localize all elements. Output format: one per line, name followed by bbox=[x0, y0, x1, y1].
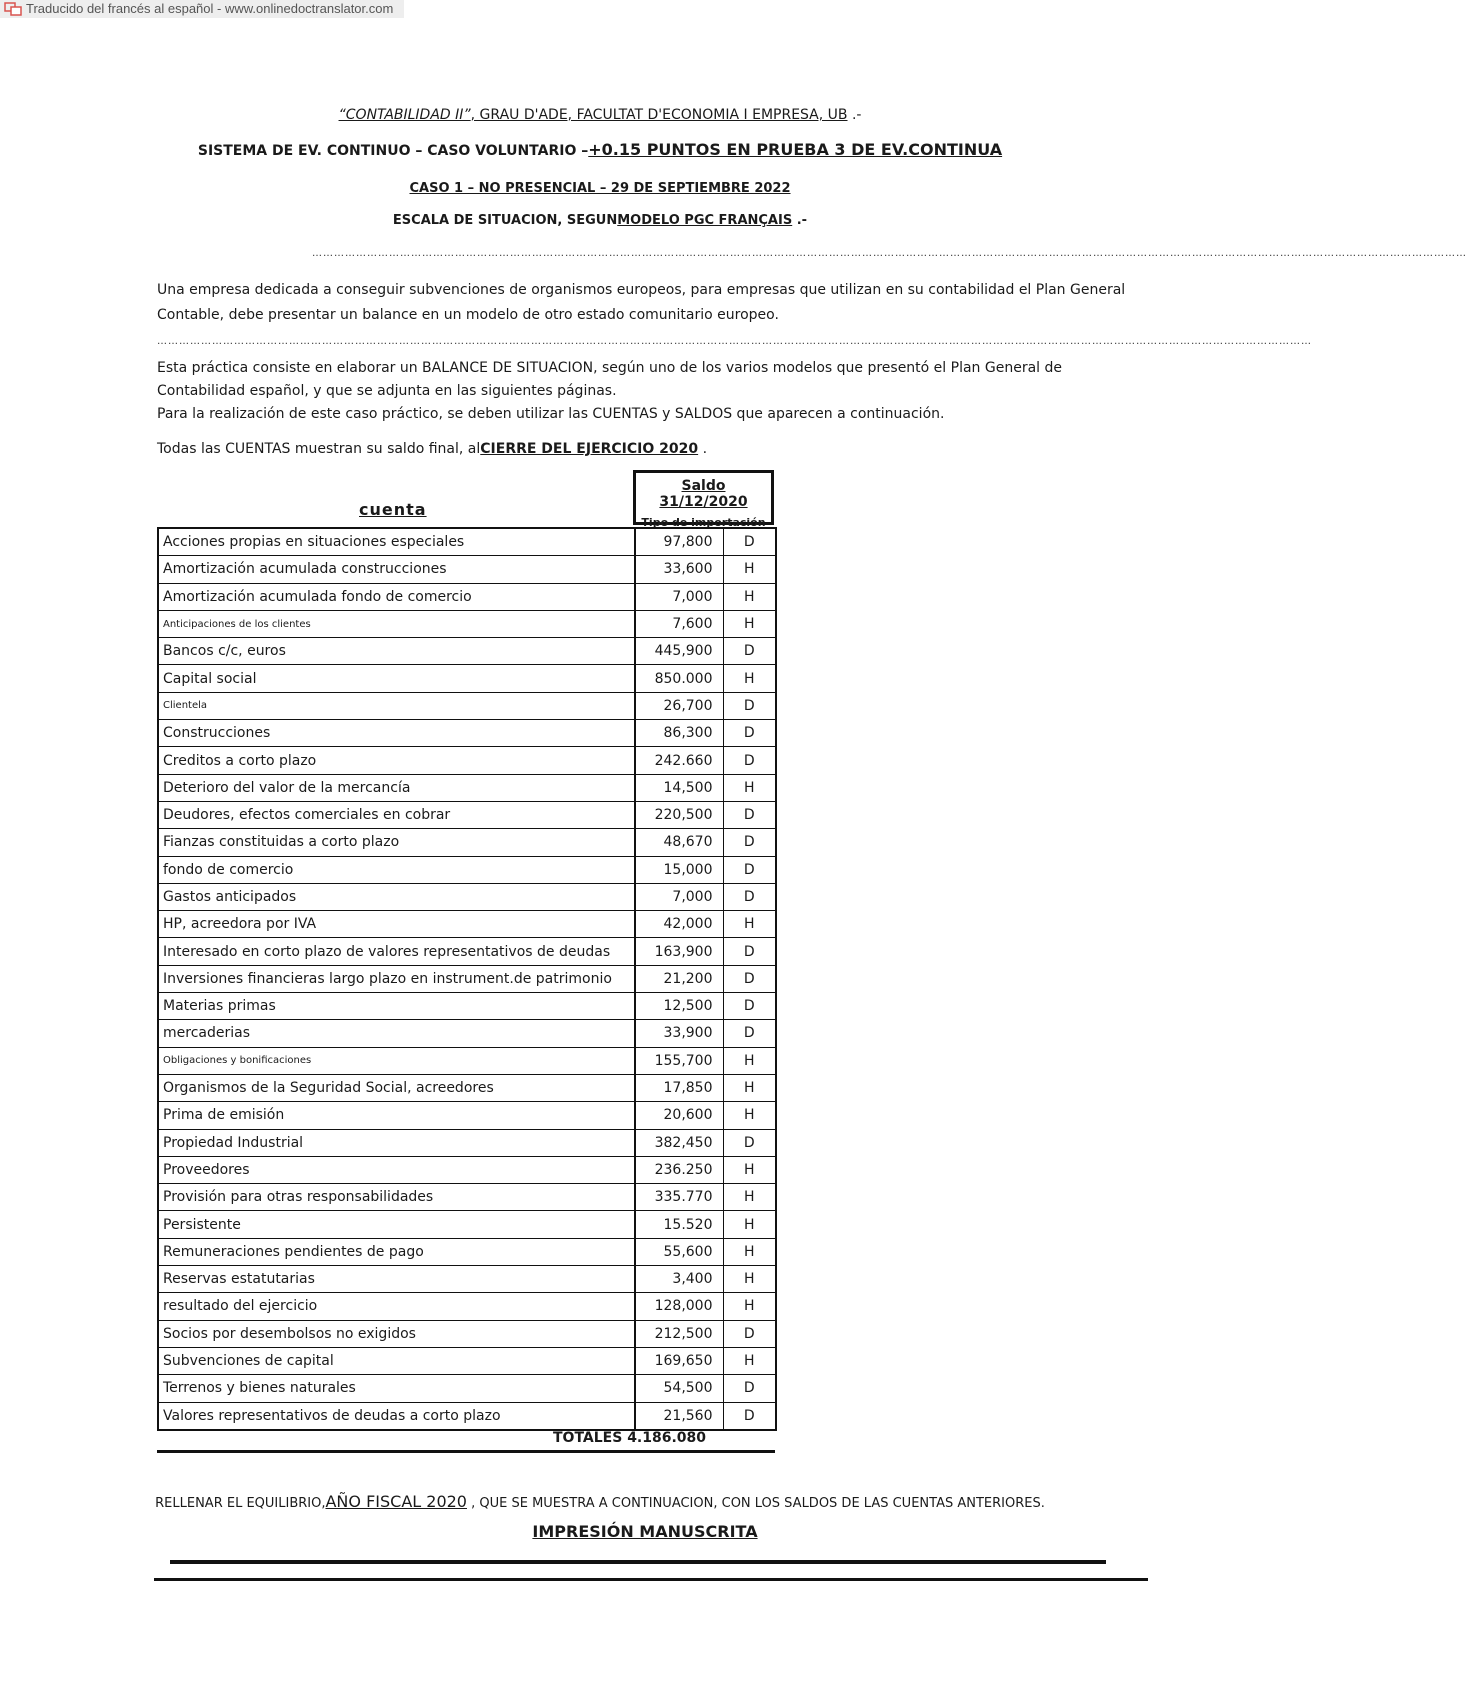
dotted-separator-2: ……………………………………………………………………………………………………………………………………………………………………………………………………………………………………………………………………………………… bbox=[157, 336, 1312, 347]
table-row bbox=[158, 1320, 776, 1347]
table-row bbox=[158, 883, 776, 910]
account-balance: 97,800 bbox=[635, 528, 723, 556]
account-side: D bbox=[723, 1320, 776, 1347]
account-name: Deudores, efectos comerciales en cobrar bbox=[158, 801, 635, 828]
account-name: Construcciones bbox=[158, 720, 635, 747]
table-row bbox=[158, 801, 776, 828]
account-balance: 42,000 bbox=[635, 911, 723, 938]
scale-header bbox=[0, 213, 1200, 228]
fill-instruction-part3: , QUE SE MUESTRA A CONTINUACION, CON LOS SALDOS DE LAS CUENTAS ANTERIORES. bbox=[466, 1496, 1045, 1511]
table-row bbox=[158, 1102, 776, 1129]
account-side: D bbox=[723, 528, 776, 556]
course-faculty: , GRAU D'ADE, FACULTAT D'ECONOMIA I EMPRESA, UB bbox=[470, 107, 848, 123]
account-name: Proveedores bbox=[158, 1156, 635, 1183]
table-row bbox=[158, 1211, 776, 1238]
account-balance: 86,300 bbox=[635, 720, 723, 747]
translator-banner-text: Traducido del francés al español - www.onlinedoctranslator.com bbox=[26, 1, 394, 16]
scale-model: MODELO PGC FRANÇAIS bbox=[617, 213, 793, 228]
account-name: Bancos c/c, euros bbox=[158, 638, 635, 665]
account-balance: 20,600 bbox=[635, 1102, 723, 1129]
course-header bbox=[0, 107, 1200, 123]
account-side: H bbox=[723, 1047, 776, 1074]
account-side: D bbox=[723, 747, 776, 774]
account-name: HP, acreedora por IVA bbox=[158, 911, 635, 938]
account-name: Creditos a corto plazo bbox=[158, 747, 635, 774]
account-name: Amortización acumulada fondo de comercio bbox=[158, 583, 635, 610]
account-name: Amortización acumulada construcciones bbox=[158, 556, 635, 583]
account-side: D bbox=[723, 692, 776, 719]
account-name: Acciones propias en situaciones especiales bbox=[158, 528, 635, 556]
scale-tail: .- bbox=[792, 213, 808, 228]
table-row bbox=[158, 856, 776, 883]
import-type-label: Tipo de importación bbox=[641, 516, 766, 529]
account-balance: 382,450 bbox=[635, 1129, 723, 1156]
account-name: Anticipaciones de los clientes bbox=[158, 610, 635, 637]
account-side: D bbox=[723, 856, 776, 883]
table-row bbox=[158, 1129, 776, 1156]
balance-date-label: Saldo 31/12/2020 bbox=[659, 478, 748, 510]
account-side: H bbox=[723, 1293, 776, 1320]
system-header bbox=[0, 140, 1200, 159]
account-name: Capital social bbox=[158, 665, 635, 692]
translator-banner[interactable] bbox=[0, 0, 404, 18]
account-name: Materias primas bbox=[158, 993, 635, 1020]
account-name: Prima de emisión bbox=[158, 1102, 635, 1129]
account-balance: 850.000 bbox=[635, 665, 723, 692]
account-balance: 163,900 bbox=[635, 938, 723, 965]
table-row bbox=[158, 720, 776, 747]
instructions-line-1: Esta práctica consiste en elaborar un BALANCE DE SITUACION, según uno de los varios modelos que presentó el Plan General de Contabilidad español, y que se adjunta en las siguientes páginas. bbox=[157, 360, 1062, 399]
account-balance: 54,500 bbox=[635, 1375, 723, 1402]
account-side: H bbox=[723, 1266, 776, 1293]
account-name: Reservas estatutarias bbox=[158, 1266, 635, 1293]
table-row bbox=[158, 1347, 776, 1374]
totals-label: TOTALES 4.186.080 bbox=[553, 1430, 707, 1446]
account-balance: 7,000 bbox=[635, 883, 723, 910]
account-balance: 169,650 bbox=[635, 1347, 723, 1374]
table-row bbox=[158, 1293, 776, 1320]
account-name: Obligaciones y bonificaciones bbox=[158, 1047, 635, 1074]
account-balance: 33,600 bbox=[635, 556, 723, 583]
table-row bbox=[158, 528, 776, 556]
scale-title: ESCALA DE SITUACION, SEGUN bbox=[392, 213, 618, 228]
account-balance: 335.770 bbox=[635, 1184, 723, 1211]
account-balance: 236.250 bbox=[635, 1156, 723, 1183]
account-side: D bbox=[723, 883, 776, 910]
account-balance: 7,000 bbox=[635, 583, 723, 610]
account-side: H bbox=[723, 1211, 776, 1238]
account-side: H bbox=[723, 610, 776, 637]
course-title: “CONTABILIDAD II” bbox=[338, 107, 471, 123]
table-row bbox=[158, 774, 776, 801]
table-row bbox=[158, 993, 776, 1020]
account-balance: 155,700 bbox=[635, 1047, 723, 1074]
account-balance: 15,000 bbox=[635, 856, 723, 883]
divider-rule bbox=[170, 1560, 1106, 1564]
instructions-paragraph bbox=[157, 357, 1147, 426]
account-balance: 14,500 bbox=[635, 774, 723, 801]
account-name: Subvenciones de capital bbox=[158, 1347, 635, 1374]
account-side: D bbox=[723, 801, 776, 828]
account-balance: 15.520 bbox=[635, 1211, 723, 1238]
table-row bbox=[158, 1020, 776, 1047]
account-side: D bbox=[723, 720, 776, 747]
account-balance: 242.660 bbox=[635, 747, 723, 774]
account-balance: 445,900 bbox=[635, 638, 723, 665]
table-row bbox=[158, 965, 776, 992]
account-name: Provisión para otras responsabilidades bbox=[158, 1184, 635, 1211]
account-side: H bbox=[723, 583, 776, 610]
account-balance: 17,850 bbox=[635, 1074, 723, 1101]
account-balance: 212,500 bbox=[635, 1320, 723, 1347]
account-side: H bbox=[723, 1347, 776, 1374]
account-name: mercaderias bbox=[158, 1020, 635, 1047]
account-side: D bbox=[723, 638, 776, 665]
account-name: Deterioro del valor de la mercancía bbox=[158, 774, 635, 801]
table-row bbox=[158, 638, 776, 665]
account-name: Clientela bbox=[158, 692, 635, 719]
table-row bbox=[158, 1156, 776, 1183]
table-row bbox=[158, 1402, 776, 1430]
account-balance: 128,000 bbox=[635, 1293, 723, 1320]
account-name: Propiedad Industrial bbox=[158, 1129, 635, 1156]
table-row bbox=[158, 1184, 776, 1211]
table-row bbox=[158, 610, 776, 637]
table-row bbox=[158, 829, 776, 856]
closing-note-emphasis: CIERRE DEL EJERCICIO 2020 bbox=[480, 441, 699, 457]
account-balance: 7,600 bbox=[635, 610, 723, 637]
fill-instruction-part1: RELLENAR EL EQUILIBRIO, bbox=[155, 1496, 326, 1511]
closing-note bbox=[157, 437, 1147, 462]
translate-icon bbox=[4, 2, 22, 16]
account-side: D bbox=[723, 1020, 776, 1047]
fiscal-year: AÑO FISCAL 2020 bbox=[325, 1492, 467, 1511]
account-side: H bbox=[723, 1184, 776, 1211]
balance-column-header bbox=[633, 470, 774, 529]
account-balance: 48,670 bbox=[635, 829, 723, 856]
course-tail: .- bbox=[847, 107, 862, 123]
case-header: CASO 1 – NO PRESENCIAL – 29 DE SEPTIEMBRE 2022 bbox=[409, 181, 791, 196]
account-balance: 220,500 bbox=[635, 801, 723, 828]
table-row bbox=[158, 1266, 776, 1293]
divider-rule-2 bbox=[154, 1578, 1148, 1581]
account-side: D bbox=[723, 993, 776, 1020]
table-row bbox=[158, 1375, 776, 1402]
account-side: D bbox=[723, 1375, 776, 1402]
account-name: Gastos anticipados bbox=[158, 883, 635, 910]
account-name: resultado del ejercicio bbox=[158, 1293, 635, 1320]
account-name: Terrenos y bienes naturales bbox=[158, 1375, 635, 1402]
table-row bbox=[158, 1238, 776, 1265]
account-name: Remuneraciones pendientes de pago bbox=[158, 1238, 635, 1265]
account-name: Organismos de la Seguridad Social, acreedores bbox=[158, 1074, 635, 1101]
account-column-header: cuenta bbox=[359, 500, 427, 519]
account-side: D bbox=[723, 1402, 776, 1430]
account-name: Fianzas constituidas a corto plazo bbox=[158, 829, 635, 856]
table-row bbox=[158, 1047, 776, 1074]
closing-note-tail: . bbox=[698, 441, 708, 457]
account-balance: 55,600 bbox=[635, 1238, 723, 1265]
account-balance: 33,900 bbox=[635, 1020, 723, 1047]
account-side: D bbox=[723, 829, 776, 856]
dotted-separator: ……………………………………………………………………………………………………………………………………………………………………………………………………………………………………………………………………………………… bbox=[312, 248, 1467, 259]
instructions-line-2: Para la realización de este caso práctico, se deben utilizar las CUENTAS y SALDOS que aparecen a continuación. bbox=[157, 406, 945, 422]
table-row bbox=[158, 583, 776, 610]
account-side: D bbox=[723, 938, 776, 965]
account-name: Valores representativos de deudas a corto plazo bbox=[158, 1402, 635, 1430]
system-title: SISTEMA DE EV. CONTINUO – CASO VOLUNTARIO – bbox=[197, 143, 589, 159]
account-name: fondo de comercio bbox=[158, 856, 635, 883]
table-row bbox=[158, 1074, 776, 1101]
accounts-table bbox=[157, 527, 777, 1431]
intro-paragraph: Una empresa dedicada a conseguir subvenciones de organismos europeos, para empresas que utilizan en su contabilidad el Plan General Contable, debe presentar un balance en un modelo de otro estado comunitario europeo. bbox=[157, 282, 1126, 323]
account-side: H bbox=[723, 911, 776, 938]
table-row bbox=[158, 747, 776, 774]
account-name: Inversiones financieras largo plazo en instrument.de patrimonio bbox=[158, 965, 635, 992]
fill-instruction bbox=[0, 1492, 1200, 1511]
bonus-points: +0.15 PUNTOS EN PRUEBA 3 DE EV.CONTINUA bbox=[588, 140, 1003, 159]
account-side: H bbox=[723, 1238, 776, 1265]
account-side: H bbox=[723, 1074, 776, 1101]
table-row bbox=[158, 911, 776, 938]
account-balance: 21,200 bbox=[635, 965, 723, 992]
table-row bbox=[158, 665, 776, 692]
account-name: Interesado en corto plazo de valores representativos de deudas bbox=[158, 938, 635, 965]
account-balance: 12,500 bbox=[635, 993, 723, 1020]
manuscript-title: IMPRESIÓN MANUSCRITA bbox=[532, 1522, 758, 1541]
table-row bbox=[158, 692, 776, 719]
account-balance: 3,400 bbox=[635, 1266, 723, 1293]
account-side: D bbox=[723, 1129, 776, 1156]
account-side: H bbox=[723, 1156, 776, 1183]
account-side: H bbox=[723, 1102, 776, 1129]
account-balance: 26,700 bbox=[635, 692, 723, 719]
account-side: D bbox=[723, 965, 776, 992]
account-balance: 21,560 bbox=[635, 1402, 723, 1430]
account-name: Socios por desembolsos no exigidos bbox=[158, 1320, 635, 1347]
table-row bbox=[158, 556, 776, 583]
closing-note-text: Todas las CUENTAS muestran su saldo final, al bbox=[157, 441, 481, 457]
account-side: H bbox=[723, 556, 776, 583]
account-name: Persistente bbox=[158, 1211, 635, 1238]
table-row bbox=[158, 938, 776, 965]
account-side: H bbox=[723, 665, 776, 692]
table-bottom-rule bbox=[157, 1450, 775, 1453]
account-side: H bbox=[723, 774, 776, 801]
